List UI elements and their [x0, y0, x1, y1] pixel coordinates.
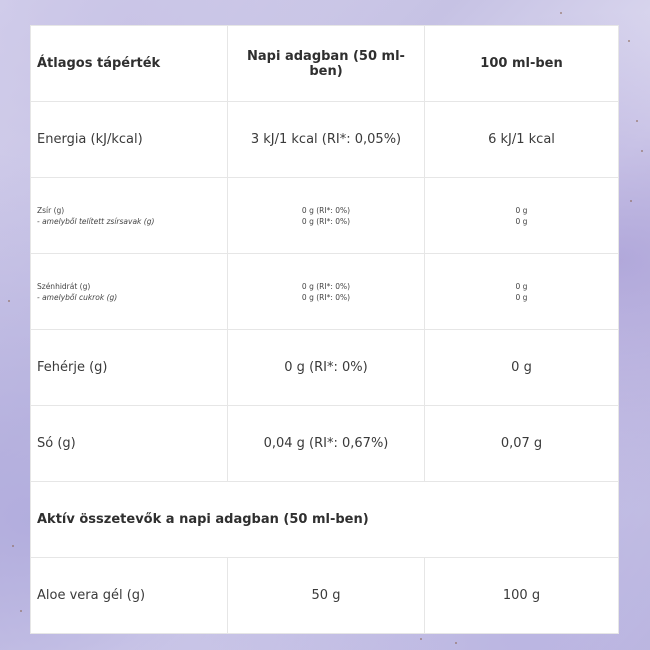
szenhidrat-per100: 0 g [515, 281, 528, 291]
background-speck [641, 150, 643, 152]
feherje-label: Fehérje (g) [31, 330, 228, 406]
szenhidrat-sub-label: - amelyből cukrok (g) [37, 292, 118, 302]
zsir-daily: 0 g (RI*: 0%) [301, 205, 351, 215]
zsir-sub-daily: 0 g (RI*: 0%) [301, 216, 351, 226]
szenhidrat-sub-daily: 0 g (RI*: 0%) [301, 292, 351, 302]
table-row-zsir [31, 178, 619, 254]
szenhidrat-label-cell [31, 254, 228, 330]
table-row-aloe [31, 558, 619, 634]
background-speck [636, 120, 638, 122]
table-row-energia [31, 102, 619, 178]
background-speck [20, 610, 22, 612]
table-row-feherje [31, 330, 619, 406]
background-speck [560, 12, 562, 14]
szenhidrat-daily-cell [228, 254, 425, 330]
header-label-cell: Átlagos tápérték [31, 26, 228, 102]
szenhidrat-label: Szénhidrát (g) [37, 281, 91, 291]
zsir-sub-per100: 0 g [515, 216, 528, 226]
table-row-so [31, 406, 619, 482]
table-header-row [31, 26, 619, 102]
aloe-daily: 50 g [228, 558, 425, 634]
szenhidrat-daily: 0 g (RI*: 0%) [301, 281, 351, 291]
background-speck [12, 545, 14, 547]
aloe-label: Aloe vera gél (g) [31, 558, 228, 634]
energia-label: Energia (kJ/kcal) [31, 102, 228, 178]
active-section-title: Aktív összetevők a napi adagban (50 ml-ben) [31, 482, 619, 558]
background-speck [628, 40, 630, 42]
table-row-active-section [31, 482, 619, 558]
zsir-per100: 0 g [515, 205, 528, 215]
energia-per100: 6 kJ/1 kcal [425, 102, 619, 178]
background-speck [455, 642, 457, 644]
zsir-label-cell [31, 178, 228, 254]
aloe-per100: 100 g [425, 558, 619, 634]
header-daily-cell: Napi adagban (50 ml-ben) [228, 26, 425, 102]
background-speck [8, 300, 10, 302]
background-speck [420, 638, 422, 640]
zsir-sub-label: - amelyből telített zsírsavak (g) [37, 216, 155, 226]
feherje-daily: 0 g (RI*: 0%) [228, 330, 425, 406]
zsir-label: Zsír (g) [37, 205, 65, 215]
nutrition-table [30, 25, 619, 634]
background-speck [630, 200, 632, 202]
so-daily: 0,04 g (RI*: 0,67%) [228, 406, 425, 482]
szenhidrat-sub-per100: 0 g [515, 292, 528, 302]
zsir-daily-cell [228, 178, 425, 254]
feherje-per100: 0 g [425, 330, 619, 406]
so-label: Só (g) [31, 406, 228, 482]
header-per100-cell: 100 ml-ben [425, 26, 619, 102]
energia-daily: 3 kJ/1 kcal (RI*: 0,05%) [228, 102, 425, 178]
so-per100: 0,07 g [425, 406, 619, 482]
table-row-szenhidrat [31, 254, 619, 330]
szenhidrat-per100-cell [425, 254, 619, 330]
zsir-per100-cell [425, 178, 619, 254]
